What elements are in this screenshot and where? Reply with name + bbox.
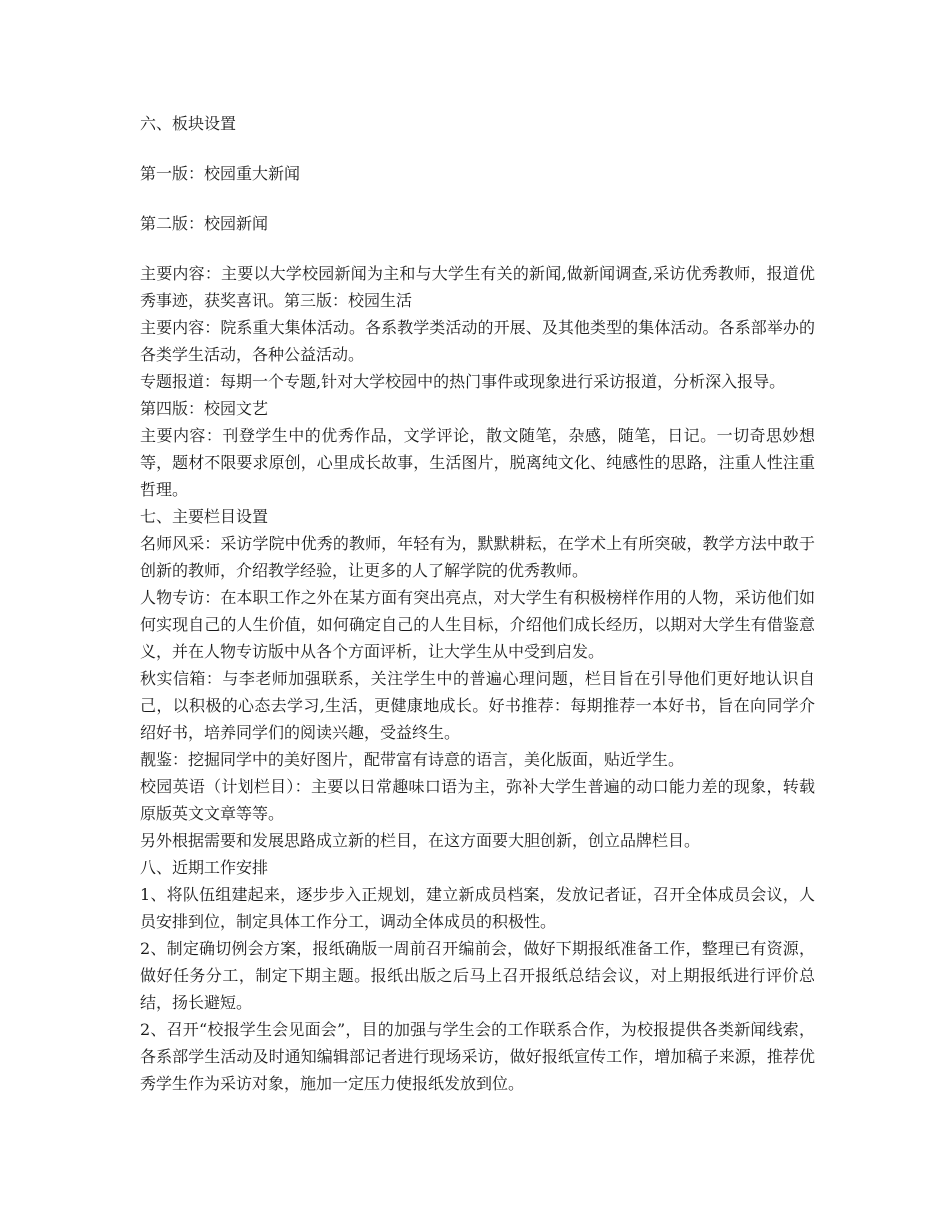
section-heading-8: 八、近期工作安排 xyxy=(140,858,269,877)
edition-2-title: 第二版：校园新闻 xyxy=(140,214,269,233)
paragraph-plan-1: 1、将队伍组建起来，逐步步入正规划，建立新成员档案，发放记者证，召开全体成员会议，人员安排到位，制定具体工作分工，调动全体成员的积极性。 xyxy=(140,885,815,931)
edition-1-title: 第一版：校园重大新闻 xyxy=(140,164,301,183)
paragraph-interviews: 人物专访：在本职工作之外在某方面有突出亮点，对大学生有积极榜样作用的人物，采访他们如何实现自己的人生价值，如何确定自己的人生目标，介绍他们成长经历，以期对大学生有借鉴意义，并在人物专访版中从各个方面评析，让大学生从中受到启发。 xyxy=(140,588,815,661)
paragraph-edition-2-content: 主要内容：主要以大学校园新闻为主和与大学生有关的新闻,做新闻调查,采访优秀教师，报道优秀事迹，获奖喜讯。第三版：校园生活 xyxy=(140,264,815,310)
paragraph-famous-teachers: 名师风采：采访学院中优秀的教师，年轻有为，默默耕耘，在学术上有所突破，教学方法中敢于创新的教师，介绍教学经验，让更多的人了解学院的优秀教师。 xyxy=(140,534,815,580)
paragraph-plan-3: 2、召开“校报学生会见面会”，目的加强与学生会的工作联系合作，为校报提供各类新闻线索，各系部学生活动及时通知编辑部记者进行现场采访，做好报纸宣传工作，增加稿子来源，推荐优秀学生作为采访对象，施加一定压力使报纸发放到位。 xyxy=(140,1020,815,1093)
edition-4-title: 第四版：校园文艺 xyxy=(140,399,269,418)
paragraph-special-report: 专题报道：每期一个专题,针对大学校园中的热门事件或现象进行采访报道，分析深入报导。 xyxy=(140,372,786,391)
paragraph-edition-3-content: 主要内容：院系重大集体活动。各系教学类活动的开展、及其他类型的集体活动。各系部举办的各类学生活动，各种公益活动。 xyxy=(140,318,815,364)
paragraph-campus-english: 校园英语（计划栏目）：主要以日常趣味口语为主，弥补大学生普遍的动口能力差的现象，转载原版英文文章等等。 xyxy=(140,777,815,823)
section-heading-6: 六、板块设置 xyxy=(140,114,237,133)
paragraph-mailbox: 秋实信箱：与李老师加强联系，关注学生中的普遍心理问题，栏目旨在引导他们更好地认识自己，以积极的心态去学习,生活，更健康地成长。好书推荐：每期推荐一本好书，旨在向同学介绍好书，培养同学们的阅读兴趣，受益终生。 xyxy=(140,669,815,742)
paragraph-plan-2: 2、制定确切例会方案，报纸确版一周前召开编前会，做好下期报纸准备工作，整理已有资源，做好任务分工，制定下期主题。报纸出版之后马上召开报纸总结会议，对上期报纸进行评价总结，扬长避短。 xyxy=(140,939,815,1012)
paragraph-photos: 靓鉴：挖掘同学中的美好图片，配带富有诗意的语言，美化版面，贴近学生。 xyxy=(140,750,685,769)
document-page xyxy=(140,110,815,1097)
document-body xyxy=(140,260,815,1097)
paragraph-new-columns: 另外根据需要和发展思路成立新的栏目，在这方面要大胆创新，创立品牌栏目。 xyxy=(140,831,701,850)
paragraph-edition-4-content: 主要内容：刊登学生中的优秀作品，文学评论，散文随笔，杂感，随笔，日记。一切奇思妙想等，题材不限要求原创，心里成长故事，生活图片，脱离纯文化、纯感性的思路，注重人性注重哲理。 xyxy=(140,426,815,499)
section-heading-7: 七、主要栏目设置 xyxy=(140,507,269,526)
